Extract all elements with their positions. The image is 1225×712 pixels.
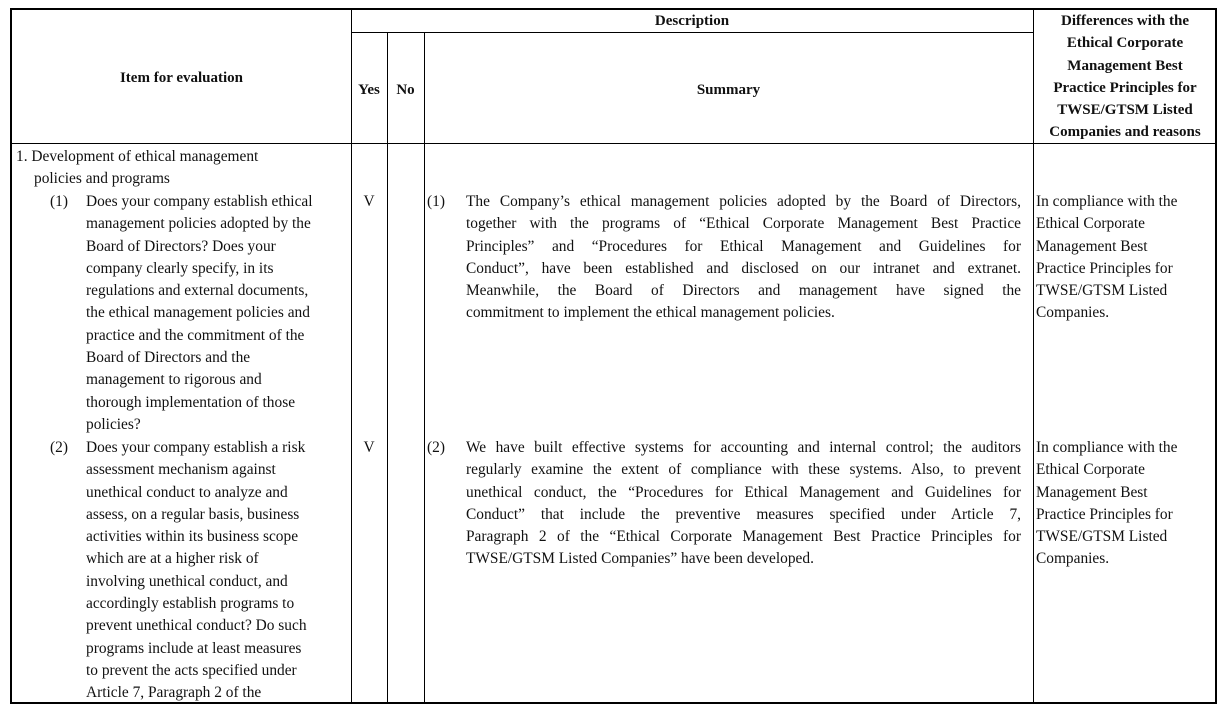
row-2-yes-mark: V	[363, 439, 375, 456]
difference-line: Practice Principles for	[1036, 259, 1173, 277]
difference-line: Companies.	[1036, 550, 1110, 568]
difference-line: Practice Principles for	[1036, 505, 1173, 523]
summary-line: The Company’s ethical management policies adopted by the Board of Directors,	[466, 193, 1021, 210]
difference-line: In compliance with the	[1036, 439, 1178, 456]
question-line: programs include at least measures	[86, 639, 302, 657]
summary-line: together with the programs of “Ethical Corporate Management Best Practice	[466, 215, 1021, 233]
summary-line: unethical conduct, the “Procedures for Ethical Management and Guidelines for	[466, 483, 1021, 501]
question-line: Board of Directors? Does your	[86, 237, 276, 255]
question-line: accordingly establish programs to	[86, 595, 295, 613]
question-line: unethical conduct to analyze and	[86, 483, 288, 501]
row-1-yes-mark: V	[363, 193, 375, 210]
header-yes: Yes	[358, 82, 380, 98]
header-item-for-evaluation: Item for evaluation	[119, 70, 244, 86]
difference-line: Management Best	[1036, 237, 1148, 255]
summary-line: Conduct”, have been established and disclosed on our intranet and extranet.	[466, 259, 1021, 277]
header-description: Description	[654, 13, 730, 29]
row-1-question	[86, 191, 313, 436]
question-line: thorough implementation of those	[86, 393, 296, 411]
row-1-summary-number: (1)	[427, 193, 445, 210]
summary-line: commitment to implement the ethical management policies.	[466, 304, 835, 322]
row-2-question	[86, 437, 307, 705]
header-differences-line: Ethical Corporate	[1066, 35, 1184, 52]
question-line: Does your company establish a risk	[86, 439, 306, 456]
header-differences-line: Management Best	[1067, 57, 1183, 74]
col-divider-item	[351, 10, 352, 702]
difference-line: TWSE/GTSM Listed	[1036, 282, 1168, 300]
summary-line: We have built effective systems for accounting and internal control; the auditors	[466, 439, 1021, 456]
row-1-difference	[1036, 191, 1177, 325]
difference-line: Management Best	[1036, 483, 1148, 501]
summary-line: TWSE/GTSM Listed Companies” have been developed.	[466, 550, 814, 568]
summary-line: Conduct” that include the preventive measures specified under Article 7,	[466, 505, 1021, 523]
question-line: practice and the commitment of the	[86, 326, 305, 344]
row-2-summary-number: (2)	[427, 439, 445, 456]
question-line: prevent unethical conduct? Do such	[86, 617, 307, 635]
header-differences	[1033, 10, 1217, 144]
header-no: No	[396, 82, 415, 98]
summary-line: regularly examine the extent of compliance with these systems. Also, to prevent	[466, 461, 1021, 479]
question-line: Board of Directors and the	[86, 349, 251, 367]
difference-line: Companies.	[1036, 304, 1110, 322]
row-2-difference	[1036, 437, 1177, 571]
question-line: Article 7, Paragraph 2 of the	[86, 684, 262, 702]
question-line: the ethical management policies and	[86, 304, 310, 322]
col-divider-yes	[387, 33, 388, 702]
section-title-line: 1. Development of ethical management	[16, 148, 259, 165]
difference-line: Ethical Corporate	[1036, 215, 1145, 233]
col-divider-no	[424, 33, 425, 702]
row-2-summary	[466, 437, 1021, 571]
summary-line: Meanwhile, the Board of Directors and management have signed the	[466, 282, 1021, 300]
row-1-number: (1)	[50, 193, 68, 210]
row-2-number: (2)	[50, 439, 68, 456]
question-line: activities within its business scope	[86, 528, 299, 546]
question-line: company clearly specify, in its	[86, 259, 274, 277]
question-line: policies?	[86, 415, 141, 433]
header-differences-line: TWSE/GTSM Listed	[1057, 102, 1193, 119]
evaluation-table	[10, 8, 1217, 704]
difference-line: Ethical Corporate	[1036, 461, 1145, 479]
header-differences-line: Differences with the	[1060, 13, 1190, 29]
question-line: regulations and external documents,	[86, 282, 309, 300]
question-line: involving unethical conduct, and	[86, 572, 288, 590]
question-line: assess, on a regular basis, business	[86, 505, 300, 523]
difference-line: In compliance with the	[1036, 193, 1178, 210]
question-line: Does your company establish ethical	[86, 193, 313, 210]
question-line: which are at a higher risk of	[86, 550, 259, 568]
summary-line: Paragraph 2 of the “Ethical Corporate Management Best Practice Principles for	[466, 528, 1021, 546]
section-title-line: policies and programs	[34, 170, 170, 188]
question-line: to prevent the acts specified under	[86, 661, 297, 679]
header-differences-line: Practice Principles for	[1053, 79, 1197, 96]
header-differences-line: Companies and reasons	[1049, 124, 1201, 141]
question-line: assessment mechanism against	[86, 461, 276, 479]
row-1-summary	[466, 191, 1021, 325]
header-summary: Summary	[696, 82, 761, 98]
question-line: management to rigorous and	[86, 371, 262, 389]
difference-line: TWSE/GTSM Listed	[1036, 528, 1168, 546]
summary-line: Principles” and “Procedures for Ethical Management and Guidelines for	[466, 237, 1021, 255]
question-line: management policies adopted by the	[86, 215, 311, 233]
section-title	[16, 146, 258, 191]
